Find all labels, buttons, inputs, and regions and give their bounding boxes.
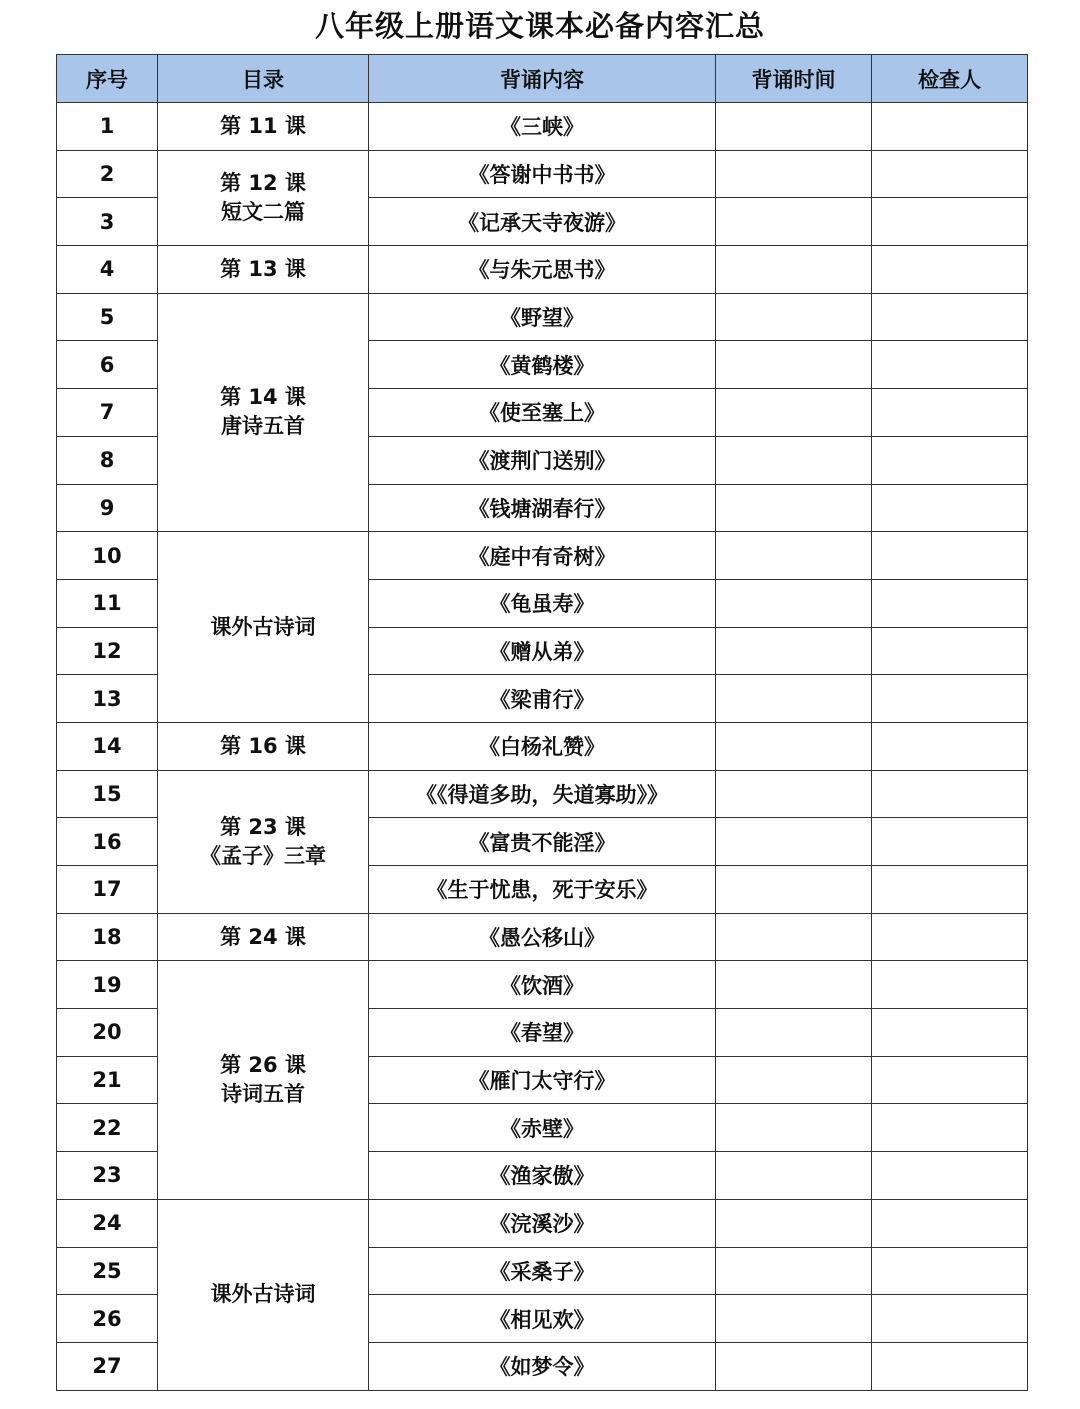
directory-label: 短文二篇 (221, 199, 305, 224)
header-number: 序号 (57, 55, 158, 103)
content-cell: 《相见欢》 (369, 1295, 716, 1343)
row-number: 15 (57, 770, 158, 818)
directory-label: 第 26 课 (220, 1053, 306, 1078)
checker-cell[interactable] (872, 198, 1028, 246)
content-cell: 《《得道多助，失道寡助》》 (369, 770, 716, 818)
checker-cell[interactable] (872, 1247, 1028, 1295)
table-row (57, 150, 1028, 198)
directory-cell (158, 770, 369, 913)
content-cell: 《钱塘湖春行》 (369, 484, 716, 532)
header-checker: 检查人 (872, 55, 1028, 103)
directory-cell (158, 293, 369, 531)
content-cell: 《渔家傲》 (369, 1152, 716, 1200)
checker-cell[interactable] (872, 1104, 1028, 1152)
directory-cell (158, 961, 369, 1199)
directory-label: 《孟子》三章 (200, 843, 326, 868)
time-cell[interactable] (716, 484, 872, 532)
directory-label: 第 13 课 (220, 256, 306, 281)
content-cell: 《野望》 (369, 293, 716, 341)
time-cell[interactable] (716, 675, 872, 723)
table-row (57, 770, 1028, 818)
content-cell: 《如梦令》 (369, 1342, 716, 1390)
row-number: 27 (57, 1342, 158, 1390)
row-number: 7 (57, 389, 158, 437)
checker-cell[interactable] (872, 722, 1028, 770)
checker-cell[interactable] (872, 1342, 1028, 1390)
time-cell[interactable] (716, 150, 872, 198)
row-number: 19 (57, 961, 158, 1009)
row-number: 10 (57, 532, 158, 580)
row-number: 18 (57, 913, 158, 961)
time-cell[interactable] (716, 1009, 872, 1057)
row-number: 14 (57, 722, 158, 770)
content-cell: 《赠从弟》 (369, 627, 716, 675)
checker-cell[interactable] (872, 579, 1028, 627)
directory-cell (158, 150, 369, 245)
directory-label: 诗词五首 (221, 1082, 305, 1107)
time-cell[interactable] (716, 1104, 872, 1152)
checker-cell[interactable] (872, 770, 1028, 818)
table-row (57, 103, 1028, 151)
checker-cell[interactable] (872, 532, 1028, 580)
content-cell: 《白杨礼赞》 (369, 722, 716, 770)
row-number: 1 (57, 103, 158, 151)
content-cell: 《浣溪沙》 (369, 1199, 716, 1247)
table-row (57, 961, 1028, 1009)
row-number: 12 (57, 627, 158, 675)
table-body (57, 103, 1028, 1391)
time-cell[interactable] (716, 1295, 872, 1343)
checker-cell[interactable] (872, 1295, 1028, 1343)
time-cell[interactable] (716, 1342, 872, 1390)
time-cell[interactable] (716, 770, 872, 818)
checker-cell[interactable] (872, 913, 1028, 961)
header-time: 背诵时间 (716, 55, 872, 103)
checker-cell[interactable] (872, 1152, 1028, 1200)
time-cell[interactable] (716, 913, 872, 961)
time-cell[interactable] (716, 866, 872, 914)
row-number: 24 (57, 1199, 158, 1247)
content-cell: 《采桑子》 (369, 1247, 716, 1295)
row-number: 16 (57, 818, 158, 866)
content-cell: 《梁甫行》 (369, 675, 716, 723)
directory-cell (158, 1199, 369, 1390)
recitation-table (56, 54, 1028, 1391)
row-number: 23 (57, 1152, 158, 1200)
time-cell[interactable] (716, 293, 872, 341)
directory-cell (158, 246, 369, 294)
row-number: 4 (57, 246, 158, 294)
content-cell: 《使至塞上》 (369, 389, 716, 437)
content-cell: 《答谢中书书》 (369, 150, 716, 198)
row-number: 9 (57, 484, 158, 532)
content-cell: 《饮酒》 (369, 961, 716, 1009)
checker-cell[interactable] (872, 484, 1028, 532)
row-number: 2 (57, 150, 158, 198)
checker-cell[interactable] (872, 961, 1028, 1009)
header-row (57, 55, 1028, 103)
directory-label: 第 14 课 (220, 385, 306, 410)
row-number: 6 (57, 341, 158, 389)
checker-cell[interactable] (872, 293, 1028, 341)
checker-cell[interactable] (872, 675, 1028, 723)
row-number: 3 (57, 198, 158, 246)
time-cell[interactable] (716, 579, 872, 627)
checker-cell[interactable] (872, 1056, 1028, 1104)
directory-label: 唐诗五首 (221, 414, 305, 439)
directory-label: 第 11 课 (220, 113, 306, 138)
time-cell[interactable] (716, 961, 872, 1009)
directory-label: 第 23 课 (220, 814, 306, 839)
content-cell: 《赤壁》 (369, 1104, 716, 1152)
checker-cell[interactable] (872, 246, 1028, 294)
time-cell[interactable] (716, 341, 872, 389)
row-number: 13 (57, 675, 158, 723)
content-cell: 《庭中有奇树》 (369, 532, 716, 580)
time-cell[interactable] (716, 532, 872, 580)
directory-cell (158, 532, 369, 723)
directory-label: 第 16 课 (220, 733, 306, 758)
checker-cell[interactable] (872, 1199, 1028, 1247)
checker-cell[interactable] (872, 341, 1028, 389)
time-cell[interactable] (716, 1199, 872, 1247)
directory-cell (158, 722, 369, 770)
time-cell[interactable] (716, 198, 872, 246)
directory-label: 第 24 课 (220, 924, 306, 949)
time-cell[interactable] (716, 722, 872, 770)
time-cell[interactable] (716, 436, 872, 484)
row-number: 22 (57, 1104, 158, 1152)
checker-cell[interactable] (872, 866, 1028, 914)
checker-cell[interactable] (872, 1009, 1028, 1057)
content-cell: 《生于忧患，死于安乐》 (369, 866, 716, 914)
row-number: 8 (57, 436, 158, 484)
row-number: 20 (57, 1009, 158, 1057)
time-cell[interactable] (716, 818, 872, 866)
table-row (57, 913, 1028, 961)
header-content: 背诵内容 (369, 55, 716, 103)
table-row (57, 293, 1028, 341)
time-cell[interactable] (716, 627, 872, 675)
header-directory: 目录 (158, 55, 369, 103)
row-number: 25 (57, 1247, 158, 1295)
row-number: 17 (57, 866, 158, 914)
checker-cell[interactable] (872, 389, 1028, 437)
content-cell: 《黄鹤楼》 (369, 341, 716, 389)
checker-cell[interactable] (872, 150, 1028, 198)
directory-label: 第 12 课 (220, 170, 306, 195)
directory-label: 课外古诗词 (210, 614, 316, 639)
table-row (57, 532, 1028, 580)
time-cell[interactable] (716, 1056, 872, 1104)
page-title: 八年级上册语文课本必备内容汇总 (314, 9, 765, 43)
content-cell: 《渡荆门送别》 (369, 436, 716, 484)
checker-cell[interactable] (872, 436, 1028, 484)
content-cell: 《愚公移山》 (369, 913, 716, 961)
content-cell: 《富贵不能淫》 (369, 818, 716, 866)
row-number: 21 (57, 1056, 158, 1104)
table-row (57, 722, 1028, 770)
content-cell: 《春望》 (369, 1009, 716, 1057)
checker-cell[interactable] (872, 627, 1028, 675)
content-cell: 《雁门太守行》 (369, 1056, 716, 1104)
table-row (57, 246, 1028, 294)
row-number: 26 (57, 1295, 158, 1343)
directory-cell (158, 103, 369, 151)
row-number: 11 (57, 579, 158, 627)
time-cell[interactable] (716, 246, 872, 294)
checker-cell[interactable] (872, 103, 1028, 151)
time-cell[interactable] (716, 1152, 872, 1200)
directory-cell (158, 913, 369, 961)
content-cell: 《记承天寺夜游》 (369, 198, 716, 246)
row-number: 5 (57, 293, 158, 341)
time-cell[interactable] (716, 1247, 872, 1295)
content-cell: 《三峡》 (369, 103, 716, 151)
content-cell: 《龟虽寿》 (369, 579, 716, 627)
checker-cell[interactable] (872, 818, 1028, 866)
time-cell[interactable] (716, 103, 872, 151)
content-cell: 《与朱元思书》 (369, 246, 716, 294)
time-cell[interactable] (716, 389, 872, 437)
table-row (57, 1199, 1028, 1247)
directory-label: 课外古诗词 (210, 1282, 316, 1307)
